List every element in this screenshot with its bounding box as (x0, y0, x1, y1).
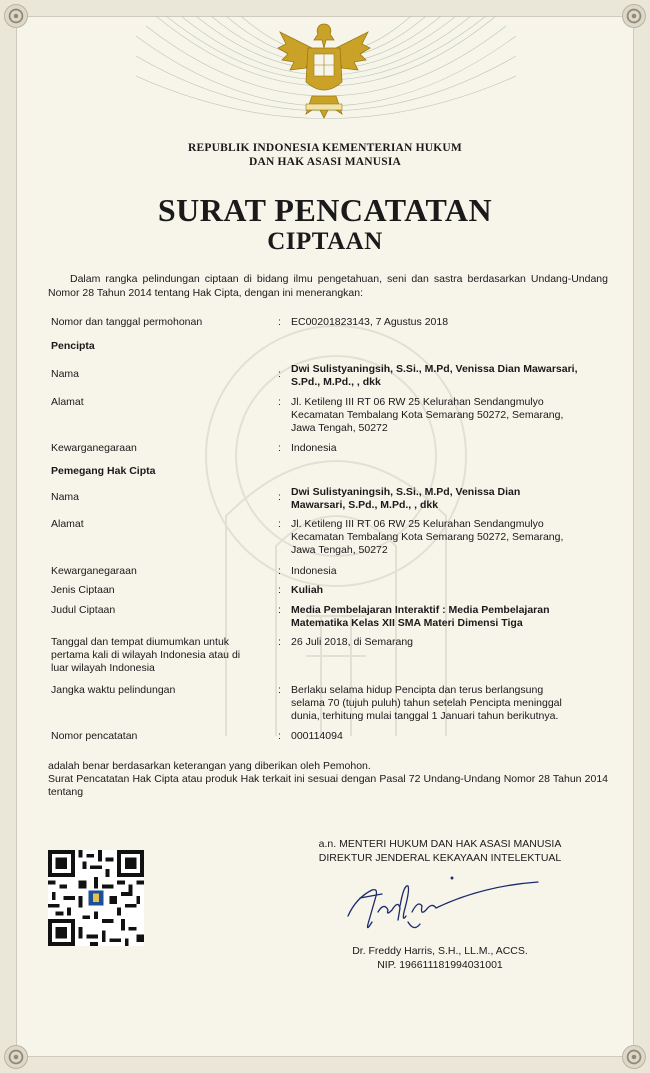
value-line: Kecamatan Tembalang Kota Semarang 50272, Semarang, (291, 409, 564, 421)
intro-paragraph: Dalam rangka pelindungan ciptaan di bidang ilmu pengetahuan, seni dan sastra berdasarkan Undang-Undang Nomor 28 Tahun 2014 tentang Hak Cipta, dengan ini menerangkan: (48, 273, 608, 299)
field-label: Nama (51, 491, 80, 503)
section-heading-pencipta: Pencipta (51, 340, 95, 352)
ministry-name-line2: DAN HAK ASASI MANUSIA (248, 156, 402, 168)
value-line: Dwi Sulistyaningsih, S.Si., M.Pd, Venissa Dian (291, 486, 521, 498)
value-line: S.Pd., M.Pd., , dkk (291, 376, 381, 388)
field-colon: : (278, 518, 281, 530)
field-value: Kuliah (291, 584, 324, 596)
field-colon: : (278, 368, 281, 380)
field-colon: : (278, 684, 281, 696)
corner-ornament-top-right (622, 4, 646, 28)
value-line: Dwi Sulistyaningsih, S.Si., M.Pd, Venissa Dian Mawarsari, (291, 363, 578, 375)
field-label: Jangka waktu pelindungan (51, 684, 176, 696)
qr-code-icon (48, 850, 144, 946)
field-label: Judul Ciptaan (51, 604, 116, 616)
value-line: Jl. Ketileng III RT 06 RW 25 Kelurahan Sendangmulyo (291, 518, 544, 530)
field-colon: : (278, 442, 281, 454)
field-label: Alamat (51, 396, 84, 408)
field-value: 26 Juli 2018, di Semarang (291, 636, 413, 648)
document-subtitle: CIPTAAN (267, 228, 383, 255)
handwritten-signature (342, 876, 542, 940)
field-value: EC00201823143, 7 Agustus 2018 (291, 316, 449, 328)
signatory-on-behalf: a.n. MENTERI HUKUM DAN HAK ASASI MANUSIA (318, 838, 562, 850)
corner-ornament-bottom-left (4, 1045, 28, 1069)
field-colon: : (278, 636, 281, 648)
label-line: Tanggal dan tempat diumumkan untuk (51, 636, 230, 648)
field-label: Nomor pencatatan (51, 730, 138, 742)
footer-legal-note: Surat Pencatatan Hak Cipta atau produk Hak terkait ini sesuai dengan Pasal 72 Undang-Undang Nomor 28 Tahun 2014 tentang (48, 773, 608, 798)
field-colon: : (278, 491, 281, 503)
ministry-name-line1: REPUBLIK INDONESIA KEMENTERIAN HUKUM (188, 142, 462, 154)
label-line: pertama kali di wilayah Indonesia atau di (51, 649, 241, 661)
signatory-nip: NIP. 196611181994031001 (377, 959, 503, 971)
field-value (291, 604, 607, 630)
value-line: Jawa Tengah, 50272 (291, 422, 388, 434)
signatory-name: Dr. Freddy Harris, S.H., LL.M., ACCS. (352, 945, 528, 957)
corner-ornament-top-left (4, 4, 28, 28)
value-line: selama 70 (tujuh puluh) tahun setelah Pencipta meninggal (291, 697, 562, 709)
field-value: 000114094 (291, 730, 343, 742)
value-line: Media Pembelajaran Interaktif : Media Pembelajaran (291, 604, 550, 616)
field-value (291, 363, 607, 389)
field-value (291, 684, 607, 723)
field-value: Indonesia (291, 442, 337, 454)
signatory-position: DIREKTUR JENDERAL KEKAYAAN INTELEKTUAL (318, 852, 562, 864)
value-line: Berlaku selama hidup Pencipta dan terus berlangsung (291, 684, 544, 696)
value-line: Jawa Tengah, 50272 (291, 544, 388, 556)
footer-statement: adalah benar berdasarkan keterangan yang diberikan oleh Pemohon. (48, 760, 371, 772)
field-label: Alamat (51, 518, 84, 530)
field-colon: : (278, 565, 281, 577)
field-colon: : (278, 396, 281, 408)
label-line: luar wilayah Indonesia (51, 662, 155, 674)
field-colon: : (278, 584, 281, 596)
field-label: Kewarganegaraan (51, 442, 137, 454)
value-line: Mawarsari, S.Pd., M.Pd., , dkk (291, 499, 439, 511)
field-label (51, 636, 273, 675)
field-value: Indonesia (291, 565, 337, 577)
field-label: Kewarganegaraan (51, 565, 137, 577)
value-line: Matematika Kelas XII SMA Materi Dimensi Tiga (291, 617, 523, 629)
value-line: dunia, terhitung mulai tanggal 1 Januari tahun berikutnya. (291, 710, 559, 722)
field-label: Jenis Ciptaan (51, 584, 115, 596)
field-colon: : (278, 604, 281, 616)
field-colon: : (278, 730, 281, 742)
field-label: Nama (51, 368, 80, 380)
field-value (291, 518, 607, 557)
section-heading-pemegang: Pemegang Hak Cipta (51, 465, 156, 477)
field-value (291, 396, 607, 435)
value-line: Kecamatan Tembalang Kota Semarang 50272, Semarang, (291, 531, 564, 543)
corner-ornament-bottom-right (622, 1045, 646, 1069)
field-colon: : (278, 316, 281, 328)
field-label: Nomor dan tanggal permohonan (51, 316, 203, 328)
document-title: SURAT PENCATATAN (157, 192, 493, 228)
value-line: Jl. Ketileng III RT 06 RW 25 Kelurahan Sendangmulyo (291, 396, 544, 408)
garuda-emblem-icon (276, 18, 372, 120)
field-value (291, 486, 607, 512)
